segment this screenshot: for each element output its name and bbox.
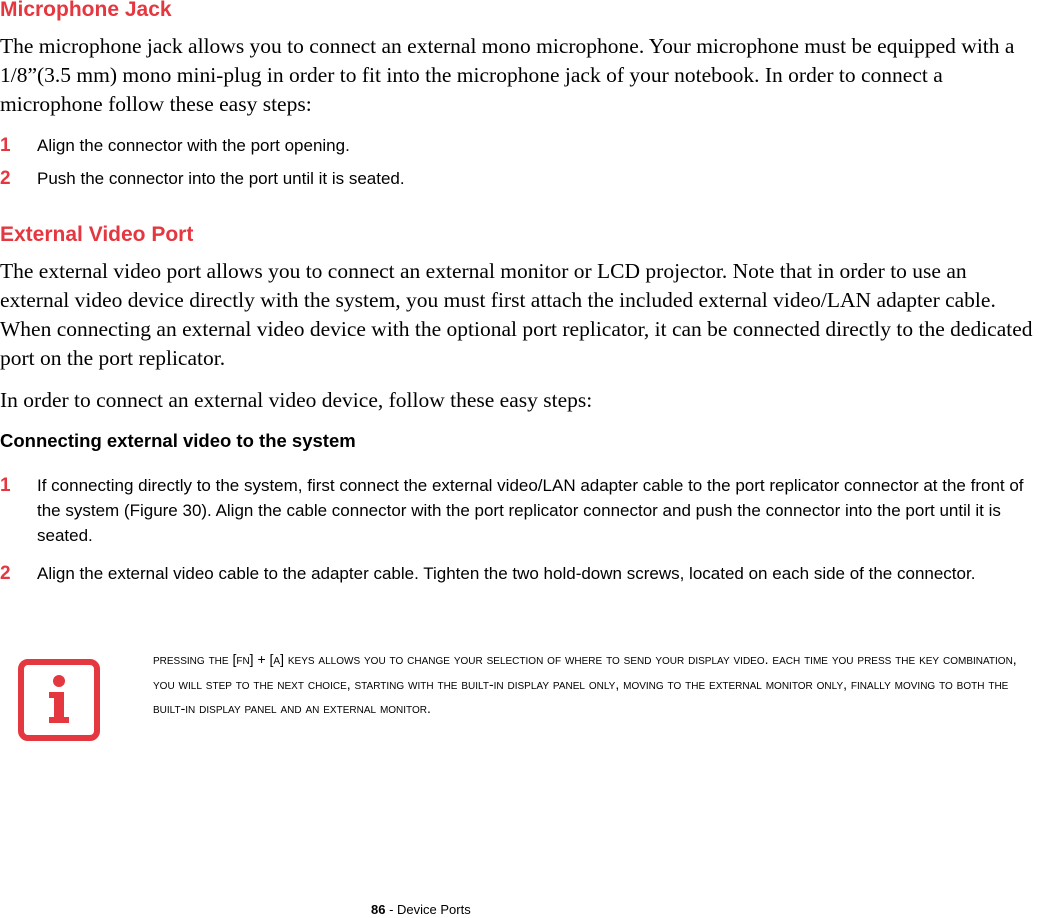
video-step-1 <box>0 473 1039 548</box>
step-number: 1 <box>0 135 11 156</box>
step-text: Align the connector with the port opening. <box>37 136 350 155</box>
step-number: 2 <box>0 563 11 584</box>
step-text: If connecting directly to the system, first connect the external video/LAN adapter cable to the port replicator connector at the front of the system (Figure 30). Align the cable connector with the port replicator connector and push the connector into the port until it is seated. <box>37 476 1024 545</box>
footer-separator: - <box>385 902 398 917</box>
step-number: 2 <box>0 168 11 189</box>
external-video-paragraph: The external video port allows you to connect an external monitor or LCD projector. Note that in order to use an external video device directly with the system, you must first attach the included external video/LAN adapter cable. When connecting an external video device with the optional port replicator, it can be connected directly to the dedicated port on the port replicator. <box>0 259 1033 370</box>
video-step-2 <box>0 561 1039 586</box>
external-video-instructions: In order to connect an external video device, follow these easy steps: <box>0 388 593 412</box>
step-number: 1 <box>0 475 11 496</box>
info-icon <box>18 659 100 741</box>
step-text: Push the connector into the port until it is seated. <box>37 169 405 188</box>
microphone-step-2 <box>0 166 1039 191</box>
subheading-connecting-external-video: Connecting external video to the system <box>0 430 356 451</box>
microphone-jack-paragraph: The microphone jack allows you to connect an external mono microphone. Your microphone must be equipped with a 1/8”(3.5 mm) mono mini-plug in order to fit into the microphone jack of your notebook. In order to connect a microphone follow these easy steps: <box>0 34 1015 116</box>
section-heading-microphone-jack: Microphone Jack <box>0 0 172 21</box>
page-number: 86 <box>371 902 386 917</box>
page-footer <box>371 902 471 918</box>
footer-section: Device Ports <box>397 902 471 917</box>
note-text: pressing the [fn] + [a] keys allows you to change your selection of where to send your display video. each time you press the key combination, you will step to the next choice, starting with the built-in display panel only, moving to the external monitor only, finally moving to both the built-in display panel and an external monitor. <box>153 651 1017 716</box>
step-text: Align the external video cable to the adapter cable. Tighten the two hold-down screws, located on each side of the connector. <box>37 564 976 583</box>
section-heading-external-video-port: External Video Port <box>0 223 194 246</box>
microphone-step-1 <box>0 133 1039 158</box>
